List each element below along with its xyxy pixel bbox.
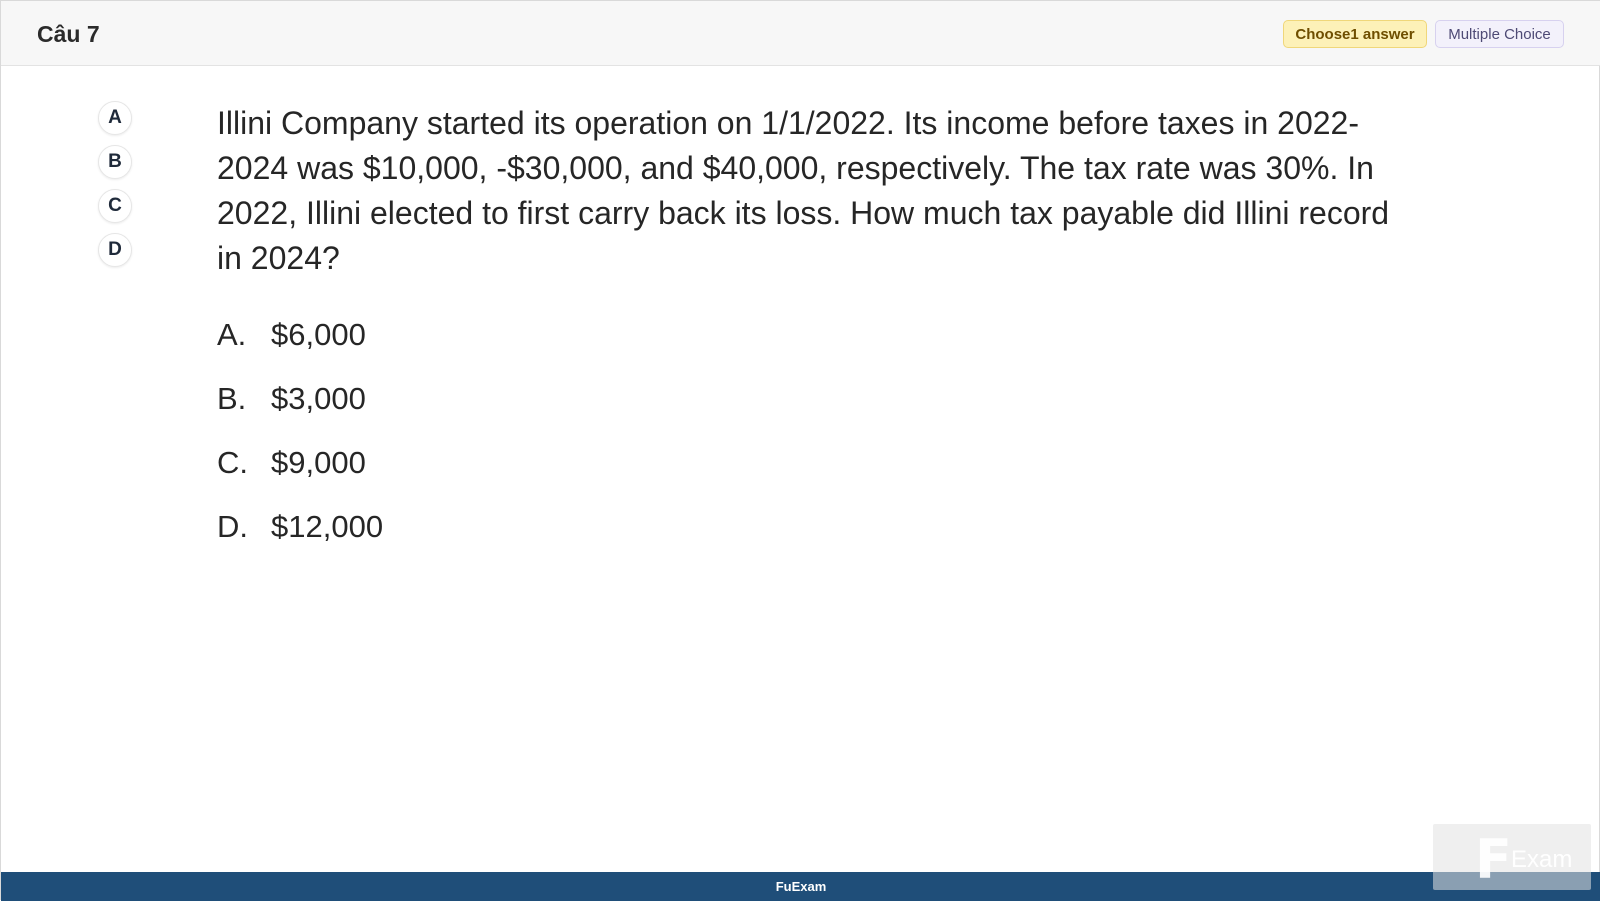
answer-letter: B. (217, 381, 247, 416)
question-header (1, 1, 1600, 66)
watermark-letter: F (1475, 828, 1512, 891)
answer-text: $12,000 (271, 509, 384, 544)
side-choice-list (98, 101, 134, 277)
answer-text: $6,000 (271, 317, 366, 352)
answer-text: $9,000 (271, 445, 366, 480)
side-choice-d[interactable]: D (98, 233, 132, 267)
side-choice-b[interactable]: B (98, 145, 132, 179)
answer-text: $3,000 (271, 381, 366, 416)
answer-option-a[interactable] (217, 303, 383, 367)
answer-list (217, 303, 383, 559)
answer-letter: D. (217, 509, 248, 544)
answer-option-c[interactable] (217, 431, 383, 495)
footer-brand: FuExam (775, 879, 827, 894)
watermark-text: Exam (1511, 846, 1573, 873)
question-type-badge: Multiple Choice (1435, 20, 1564, 48)
answer-letter: A. (217, 317, 247, 352)
side-choice-a[interactable]: A (98, 101, 132, 135)
side-choice-c[interactable]: C (98, 189, 132, 223)
answer-option-b[interactable] (217, 367, 383, 431)
question-text: Illini Company started its operation on 1/1/2022. Its income before taxes in 2022-2024 was $10,000, -$30,000, and $40,000, respectively. The tax rate was 30%. In 2022, Illini elected to first carry back its loss. How much tax payable did Illini record in 2024? (217, 105, 1390, 276)
answer-letter: C. (217, 445, 248, 480)
choose-answer-badge: Choose1 answer (1283, 20, 1427, 48)
footer-bar (1, 872, 1600, 901)
answer-option-d[interactable] (217, 495, 383, 559)
fuexam-watermark-logo (1433, 824, 1591, 890)
question-number: Câu 7 (37, 21, 100, 47)
